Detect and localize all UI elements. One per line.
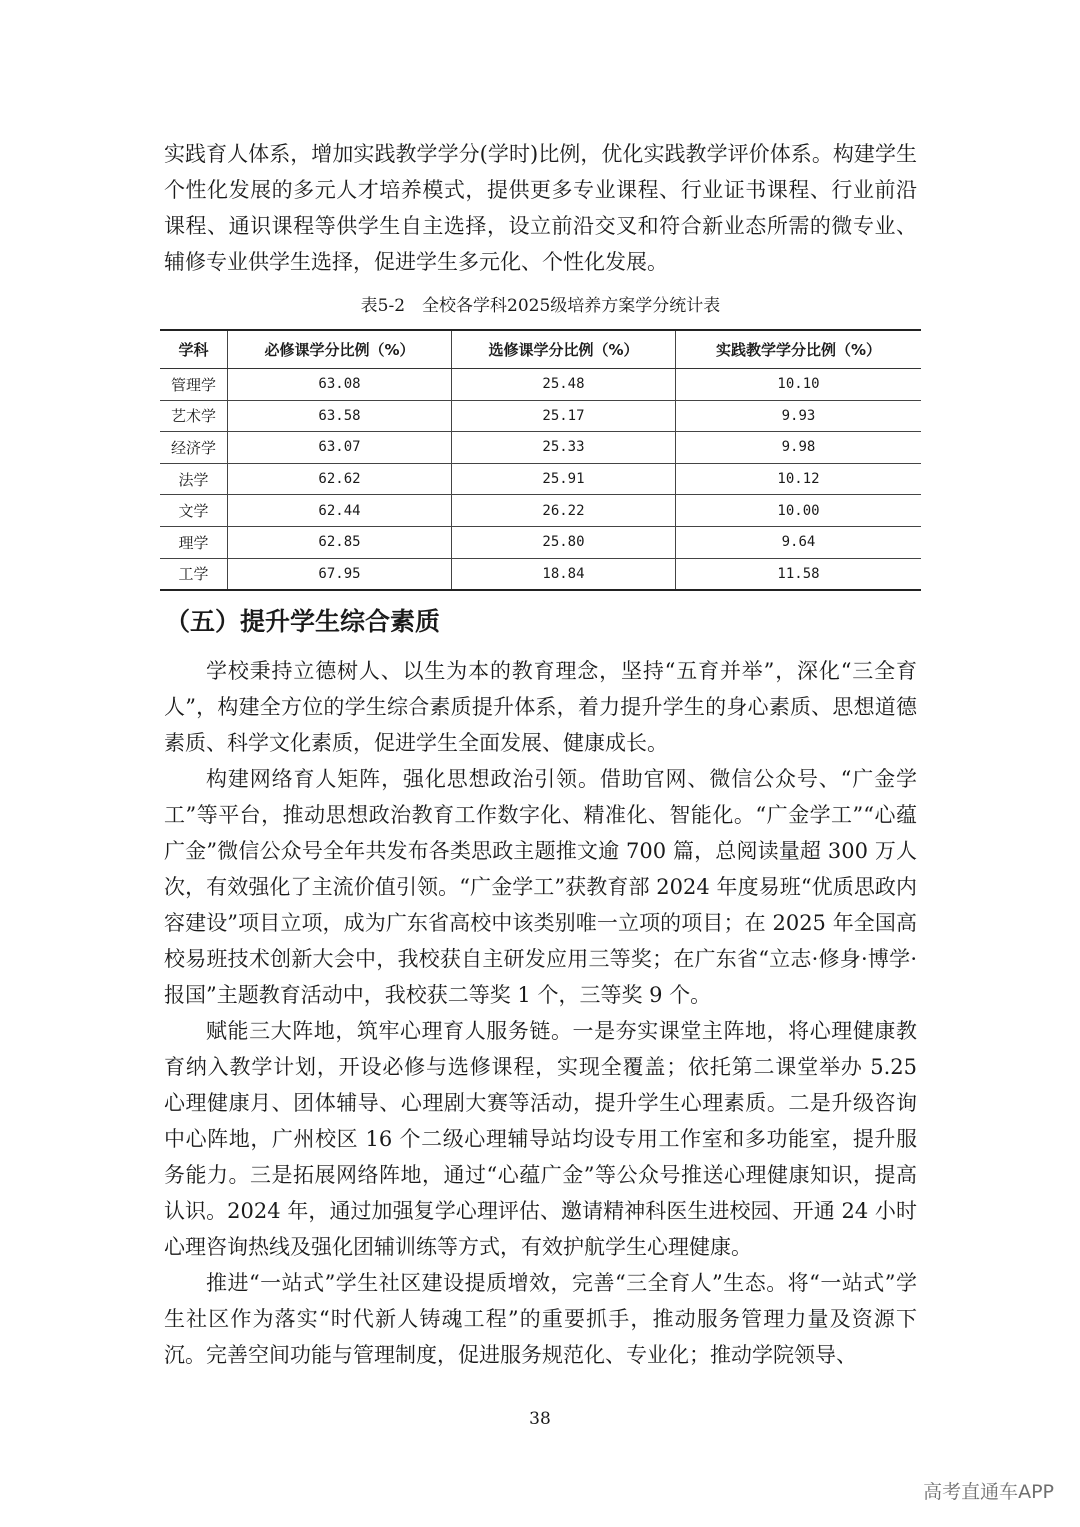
cell-subject: 文学 <box>160 495 228 527</box>
header-required-ratio: 必修课学分比例（%） <box>228 330 452 369</box>
cell-practice: 10.10 <box>675 369 921 401</box>
cell-required: 63.07 <box>228 432 452 464</box>
watermark-logo-text: 高考直通车APP <box>923 1481 1054 1503</box>
cell-elective: 18.84 <box>451 558 675 590</box>
table-row <box>160 495 921 527</box>
cell-practice: 9.93 <box>675 400 921 432</box>
table-row <box>160 463 921 495</box>
cell-practice: 9.64 <box>675 526 921 558</box>
cell-subject: 理学 <box>160 526 228 558</box>
cell-required: 67.95 <box>228 558 452 590</box>
cell-required: 62.62 <box>228 463 452 495</box>
table-row <box>160 558 921 590</box>
header-subject: 学科 <box>160 330 228 369</box>
table-row <box>160 526 921 558</box>
cell-practice: 10.00 <box>675 495 921 527</box>
paragraph-student-community: 推进“一站式”学生社区建设提质增效，完善“三全育人”生态。将“一站式”学生社区作为落实“时代新人铸魂工程”的重要抓手，推动服务管理力量及资源下沉。完善空间功能与管理制度，促进服务规范化、专业化；推动学院领导、 <box>164 1271 917 1367</box>
cell-required: 62.44 <box>228 495 452 527</box>
cell-required: 62.85 <box>228 526 452 558</box>
header-elective-ratio: 选修课学分比例（%） <box>451 330 675 369</box>
cell-subject: 法学 <box>160 463 228 495</box>
cell-subject: 艺术学 <box>160 400 228 432</box>
cell-practice: 10.12 <box>675 463 921 495</box>
table-row <box>160 432 921 464</box>
table-row <box>160 400 921 432</box>
cell-subject: 经济学 <box>160 432 228 464</box>
cell-required: 63.08 <box>228 369 452 401</box>
section-heading: （五）提升学生综合素质 <box>165 607 441 636</box>
intro-paragraph: 实践育人体系，增加实践教学学分(学时)比例，优化实践教学评价体系。构建学生个性化发展的多元人才培养模式，提供更多专业课程、行业证书课程、行业前沿课程、通识课程等供学生自主选择，设立前沿交叉和符合新业态所需的微专业、辅修专业供学生选择，促进学生多元化、个性化发展。 <box>164 142 917 274</box>
table-caption: 表5-2 全校各学科2025级培养方案学分统计表 <box>360 296 721 316</box>
cell-required: 63.58 <box>228 400 452 432</box>
cell-elective: 26.22 <box>451 495 675 527</box>
table-header-row <box>160 330 921 369</box>
cell-elective: 25.91 <box>451 463 675 495</box>
paragraph-mental-health: 赋能三大阵地，筑牢心理育人服务链。一是夯实课堂主阵地，将心理健康教育纳入教学计划，开设必修与选修课程，实现全覆盖；依托第二课堂举办 5.25 心理健康月、团体辅导、心理剧大赛等活动，提升学生心理素质。二是升级咨询中心阵地，广州校区 16 个二级心理辅导站均设专用工作室和多功能室，提升服务能力。三是拓展网络阵地，通过“心蕴广金”等公众号推送心理健康知识，提高认识。2024 年，通过加强复学心理评估、邀请精神科医生进校园、开通 24 小时心理咨询热线及强化团辅训练等方式，有效护航学生心理健康。 <box>164 1019 917 1259</box>
credit-statistics-table <box>160 329 921 591</box>
cell-subject: 工学 <box>160 558 228 590</box>
cell-elective: 25.48 <box>451 369 675 401</box>
cell-elective: 25.80 <box>451 526 675 558</box>
cell-elective: 25.17 <box>451 400 675 432</box>
cell-practice: 11.58 <box>675 558 921 590</box>
cell-practice: 9.98 <box>675 432 921 464</box>
cell-subject: 管理学 <box>160 369 228 401</box>
cell-elective: 25.33 <box>451 432 675 464</box>
paragraph-network-education: 构建网络育人矩阵，强化思想政治引领。借助官网、微信公众号、“广金学工”等平台，推动思想政治教育工作数字化、精准化、智能化。“广金学工”“心蕴广金”微信公众号全年共发布各类思政主题推文逾 700 篇，总阅读量超 300 万人次，有效强化了主流价值引领。“广金学工”获教育部 2024 年度易班“优质思政内容建设”项目立项，成为广东省高校中该类别唯一立项的项目；在 2025 年全国高校易班技术创新大会中，我校获自主研发应用三等奖；在广东省“立志·修身·博学·报国”主题教育活动中，我校获二等奖 1 个，三等奖 9 个。 <box>164 767 917 1007</box>
header-practice-ratio: 实践教学学分比例（%） <box>675 330 921 369</box>
paragraph-core-literacy: 学校秉持立德树人、以生为本的教育理念，坚持“五育并举”，深化“三全育人”，构建全方位的学生综合素质提升体系，着力提升学生的身心素质、思想道德素质、科学文化素质，促进学生全面发展、健康成长。 <box>164 659 917 755</box>
page-number: 38 <box>529 1409 551 1429</box>
table-row <box>160 369 921 401</box>
